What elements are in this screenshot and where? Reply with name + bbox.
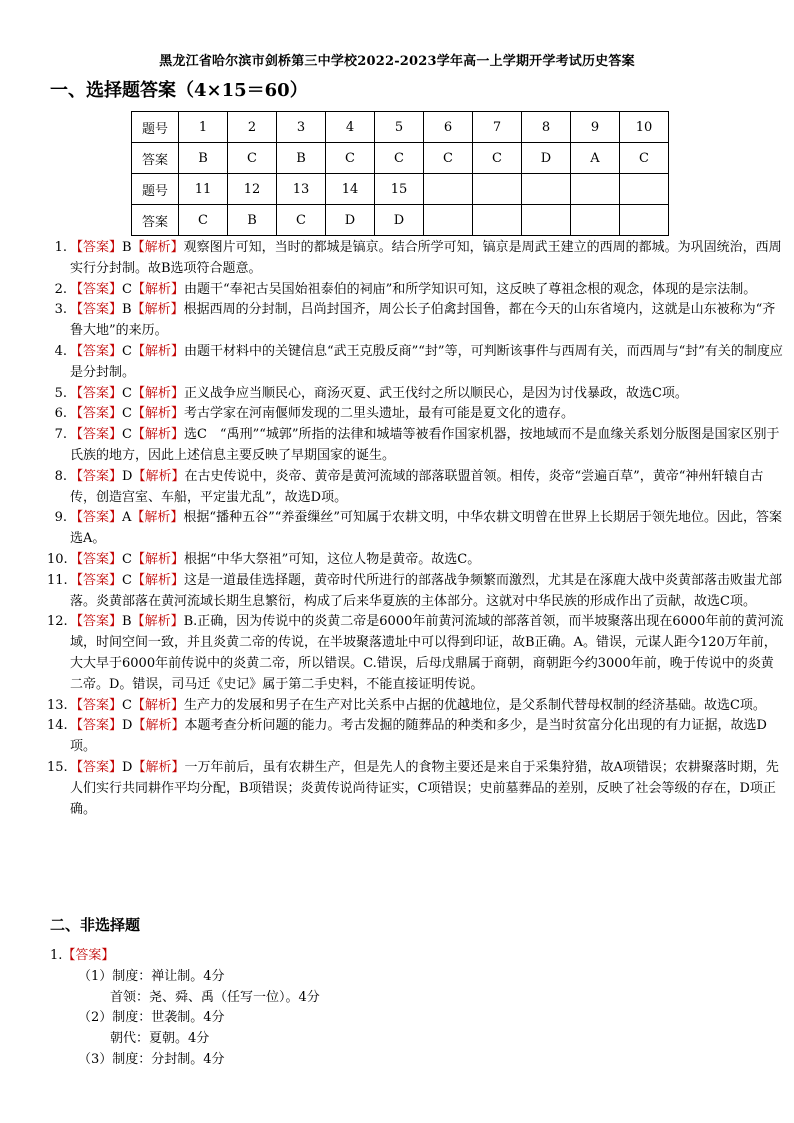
item-answer: C	[122, 572, 132, 588]
answer-tag: 【答案】	[70, 551, 123, 567]
table-cell: 1	[179, 112, 228, 143]
analysis-item	[50, 238, 785, 280]
item-number: 9.	[54, 510, 67, 526]
item-answer: C	[122, 697, 132, 713]
answer-tag: 【答案】	[70, 718, 123, 734]
item-analysis-text: 一万年前后，虽有农耕生产，但是先人的食物主要还是来自于采集狩猎，故A项错误；农耕聚落时期，先人们实行共同耕作平均分配，B项错误；炎黄传说尚待证实，C项错误；史前墓葬品的差别，反映了社会等级的存在，D项正确。	[70, 759, 779, 817]
analysis-item	[50, 342, 785, 384]
analysis-tag: 【解析】	[131, 510, 184, 526]
analysis-item	[50, 404, 785, 425]
item-analysis-text: 由题干材料中的关键信息“武王克殷反商”“封”等，可判断该事件与西周有关，而西周与“封”有关的制度应是分封制。	[70, 343, 783, 380]
item-answer: C	[122, 427, 132, 443]
nonchoice-line: （1）制度：禅让制。4分	[78, 968, 225, 984]
item-answer: D	[122, 718, 133, 734]
table-cell: 5	[375, 112, 424, 143]
table-row-label: 题号	[132, 174, 179, 205]
item-analysis-text: 根据西周的分封制，吕尚封国齐，周公长子伯禽封国鲁，都在今天的山东省境内，这就是山东被称为“齐鲁大地”的来历。	[70, 302, 776, 339]
table-cell: C	[620, 143, 669, 174]
table-cell	[424, 174, 473, 205]
analysis-tag: 【解析】	[132, 759, 185, 775]
analysis-tag: 【解析】	[131, 427, 184, 443]
item-answer: C	[122, 385, 132, 401]
analysis-item	[50, 467, 785, 509]
table-cell: 15	[375, 174, 424, 205]
analysis-tag: 【解析】	[131, 240, 184, 255]
analysis-tag: 【解析】	[132, 718, 185, 734]
item-number: 6.	[54, 406, 67, 422]
analysis-tag: 【解析】	[131, 614, 184, 630]
analysis-item	[47, 758, 785, 820]
item-analysis-text: 在古史传说中，炎帝、黄帝是黄河流域的部落联盟首领。相传，炎帝“尝遍百草”，黄帝“神州轩辕自古传，创造宫室、车船，平定蚩尤乱”，故选D项。	[70, 468, 764, 505]
answer-tag: 【答案】	[70, 697, 123, 713]
nonchoice-line: （3）制度：分封制。4分	[78, 1051, 225, 1067]
table-cell: 12	[228, 174, 277, 205]
item-number: 3.	[54, 302, 67, 318]
item-number: 10.	[47, 551, 68, 567]
analysis-item	[47, 550, 785, 571]
answer-tag: 【答案】	[70, 427, 123, 443]
item-analysis-text: 考古学家在河南偃师发现的二里头遗址，最有可能是夏文化的遗存。	[183, 406, 574, 422]
table-cell: 10	[620, 112, 669, 143]
table-cell: D	[375, 205, 424, 236]
item-answer: A	[122, 510, 132, 526]
table-cell: 7	[473, 112, 522, 143]
table-cell: C	[326, 143, 375, 174]
table-cell: C	[228, 143, 277, 174]
answer-tag: 【答案】	[70, 406, 123, 422]
answer-tag: 【答案】	[70, 343, 123, 359]
analysis-item	[50, 280, 785, 301]
table-cell: 3	[277, 112, 326, 143]
item-answer: B	[122, 240, 132, 255]
analysis-item	[47, 612, 785, 695]
table-cell	[473, 205, 522, 236]
analysis-tag: 【解析】	[131, 697, 184, 713]
analysis-tag: 【解析】	[131, 406, 184, 422]
table-cell: D	[522, 143, 571, 174]
table-cell: D	[326, 205, 375, 236]
section-1-heading: 一、选择题答案（4×15＝60）	[50, 80, 308, 101]
answer-table-row	[132, 143, 669, 174]
answer-table-row	[132, 174, 669, 205]
item-answer: D	[122, 468, 133, 484]
table-row-label: 答案	[132, 143, 179, 174]
item-answer: C	[122, 281, 132, 297]
item-number: 8.	[54, 468, 67, 484]
answer-tag: 【答案】	[70, 281, 123, 297]
item-number: 2.	[54, 281, 67, 297]
item-answer: C	[122, 406, 132, 422]
table-cell	[522, 205, 571, 236]
item-analysis-text: 由题干“奉祀古吴国始祖泰伯的祠庙”和所学知识可知，这反映了尊祖念根的观念，体现的是宗法制。	[183, 281, 757, 297]
table-cell: C	[179, 205, 228, 236]
analysis-item	[50, 508, 785, 550]
table-cell: C	[375, 143, 424, 174]
table-cell: 11	[179, 174, 228, 205]
analysis-item	[47, 716, 785, 758]
table-cell: 2	[228, 112, 277, 143]
analysis-item	[47, 571, 785, 613]
item-analysis-text: 根据“播种五谷”“养蚕缫丝”可知属于农耕文明，中华农耕文明曾在世界上长期居于领先地位。因此，答案选A。	[70, 510, 783, 547]
item-analysis-text: 正义战争应当顺民心，商汤灭夏、武王伐纣之所以顺民心，是因为讨伐暴政，故选C项。	[183, 385, 688, 401]
table-cell: 13	[277, 174, 326, 205]
item-number: 13.	[47, 697, 68, 713]
item-number: 11.	[47, 572, 68, 588]
answer-table	[131, 111, 669, 236]
answer-tag: 【答案】	[70, 385, 123, 401]
table-cell	[571, 174, 620, 205]
table-cell	[473, 174, 522, 205]
item-analysis-text: 这是一道最佳选择题，黄帝时代所进行的部落战争频繁而激烈，尤其是在涿鹿大战中炎黄部落击败蚩尤部落。炎黄部落在黄河流域长期生息繁衍，构成了后来华夏族的主体部分。这就对中华民族的形成作出了贡献，故选C项。	[70, 572, 782, 609]
table-cell: C	[473, 143, 522, 174]
item-analysis-text: 生产力的发展和男子在生产对比关系中占据的优越地位，是父系制代替母权制的经济基础。故选C项。	[183, 697, 766, 713]
table-cell: 9	[571, 112, 620, 143]
analysis-tag: 【解析】	[131, 385, 184, 401]
table-row-label: 题号	[132, 112, 179, 143]
item-number: 5.	[54, 385, 67, 401]
answer-tag: 【答案】	[70, 759, 123, 775]
item-analysis-text: 观察图片可知，当时的都城是镐京。结合所学可知，镐京是周武王建立的西周的都城。为巩固统治，西周实行分封制。故B选项符合题意。	[70, 240, 782, 276]
answer-tag: 【答案】	[70, 614, 123, 630]
item-number: 7.	[54, 427, 67, 443]
item-analysis-text: 选C “禹刑”“城郭”所指的法律和城墙等被看作国家机器，按地域而不是血缘关系划分版图是国家区别于氏族的地方，因此上述信息主要反映了早期国家的诞生。	[70, 427, 780, 463]
item-number: 15.	[47, 759, 68, 775]
item-number: 1.	[54, 240, 67, 255]
table-cell: C	[277, 205, 326, 236]
analysis-item	[50, 384, 785, 405]
item-answer: D	[122, 759, 133, 775]
table-cell	[522, 174, 571, 205]
table-cell: A	[571, 143, 620, 174]
analysis-tag: 【解析】	[131, 572, 184, 588]
answer-tag: 【答案】	[70, 302, 123, 318]
table-cell: B	[228, 205, 277, 236]
section-2-heading: 二、非选择题	[50, 916, 141, 934]
item-answer: C	[122, 551, 132, 567]
analysis-item	[50, 425, 785, 467]
table-cell	[571, 205, 620, 236]
table-cell: B	[277, 143, 326, 174]
item-answer: C	[122, 343, 132, 359]
answer-table-row	[132, 112, 669, 143]
nonchoice-line: 首领：尧、舜、禹（任写一位）。4分	[110, 989, 320, 1005]
analysis-tag: 【解析】	[132, 468, 185, 484]
analysis-item	[47, 696, 785, 717]
table-cell: B	[179, 143, 228, 174]
table-cell: 4	[326, 112, 375, 143]
item-number: 14.	[47, 718, 68, 734]
analysis-tag: 【解析】	[131, 343, 184, 359]
item-analysis-text: 根据“中华大祭祖”可知，这位人物是黄帝。故选C。	[183, 551, 481, 567]
item-number: 4.	[54, 343, 67, 359]
table-cell: C	[424, 143, 473, 174]
table-cell	[620, 205, 669, 236]
nonchoice-answers	[50, 946, 320, 1071]
answer-tag: 【答案】	[70, 468, 123, 484]
analysis-tag: 【解析】	[131, 551, 184, 567]
answer-table-row	[132, 205, 669, 236]
table-cell: 6	[424, 112, 473, 143]
table-cell	[620, 174, 669, 205]
table-cell	[424, 205, 473, 236]
analysis-tag: 【解析】	[131, 302, 184, 318]
answer-tag: 【答案】	[62, 948, 115, 963]
table-cell: 8	[522, 112, 571, 143]
item-answer: B	[122, 614, 132, 630]
nonchoice-line: （2）制度：世袭制。4分	[78, 1010, 225, 1026]
answer-tag: 【答案】	[70, 510, 123, 526]
table-row-label: 答案	[132, 205, 179, 236]
answer-tag: 【答案】	[70, 572, 123, 588]
item-analysis-text: 本题考查分析问题的能力。考古发掘的随葬品的种类和多少，是当时贫富分化出现的有力证据，故选D项。	[70, 718, 767, 755]
answer-tag: 【答案】	[70, 240, 123, 255]
item-number: 12.	[47, 614, 68, 630]
nonchoice-number: 1.	[50, 948, 63, 963]
analysis-list	[47, 238, 785, 820]
analysis-item	[50, 300, 785, 342]
item-analysis-text: B.正确，因为传说中的炎黄二帝是6000年前黄河流域的部落首领，而半坡聚落出现在6000年前的黄河流域，时间空间一致，并且炎黄二帝的传说，在半坡聚落遗址中可以得到印证，故B正确。A。错误，元谋人距今120万年前，大大早于6000年前传说中的炎黄二帝，所以错误。C.错误，后母戊鼎属于商朝，商朝距今约3000年前，晚于传说中的炎黄二帝。D。错误，司马迁《史记》属于第二手史料，不能直接证明传说。	[70, 614, 784, 692]
page-title: 黑龙江省哈尔滨市剑桥第三中学校2022-2023学年高一上学期开学考试历史答案	[159, 54, 635, 69]
item-answer: B	[122, 302, 132, 318]
analysis-tag: 【解析】	[131, 281, 184, 297]
table-cell: 14	[326, 174, 375, 205]
nonchoice-line: 朝代：夏朝。4分	[110, 1031, 210, 1047]
